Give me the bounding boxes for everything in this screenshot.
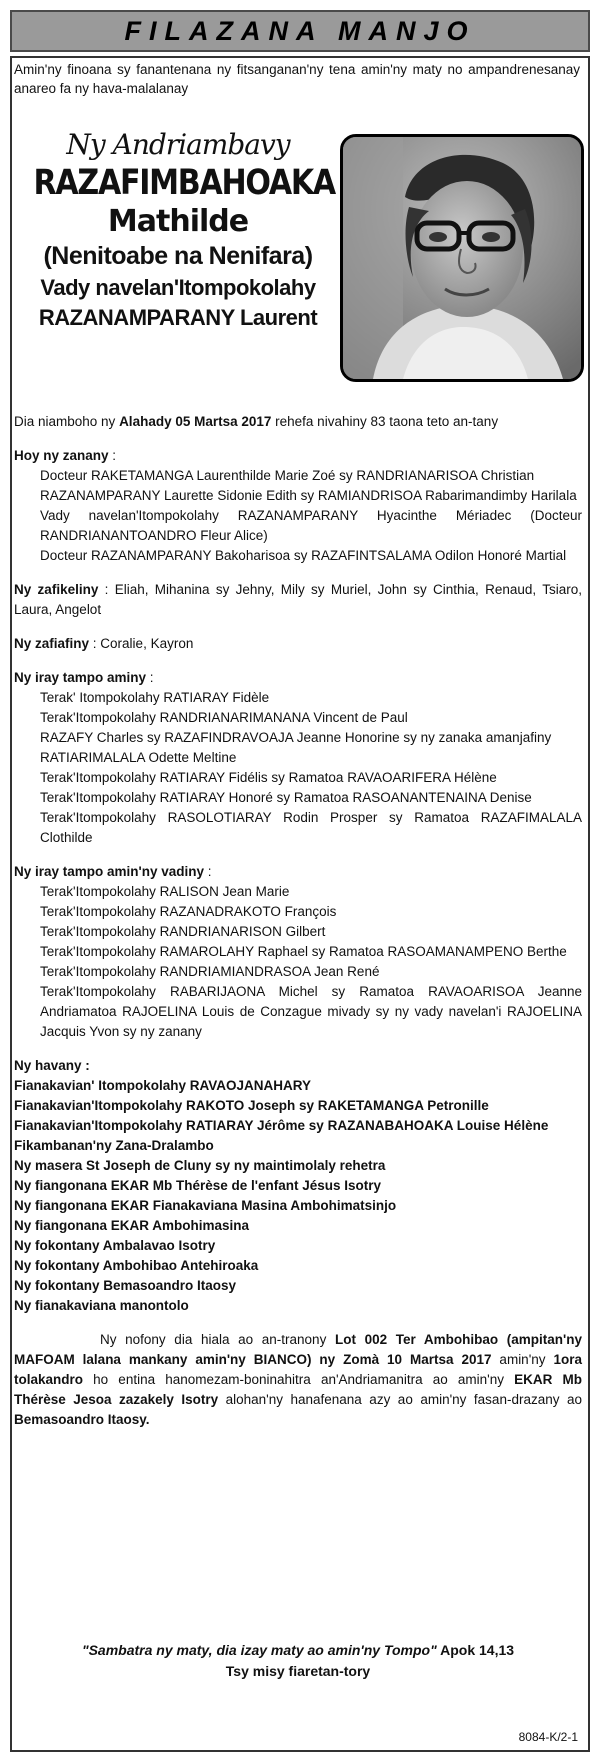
- spouse-sibling-item: Terak'Itompokolahy RAMAROLAHY Raphael sy Ramatoa RASOAMANAMPENO Berthe: [40, 944, 567, 959]
- children-heading: Hoy ny zanany: [14, 448, 109, 463]
- deceased-nickname: (Nenitoabe na Nenifara): [43, 242, 313, 270]
- children-heading-line: Hoy ny zanany :: [14, 448, 117, 463]
- relative-item: Ny fiangonana EKAR Mb Thérèse de l'enfant Jésus Isotry: [14, 1178, 382, 1193]
- grandchildren-heading: Ny zafikeliny: [14, 582, 99, 597]
- grandchildren-names: Eliah, Mihanina sy Jehny, Mily sy Muriel, John sy Cinthia, Renaud, Tsiaro, Laura, Angelot: [14, 582, 582, 617]
- death-prefix: Dia niamboho ny: [14, 414, 120, 429]
- relative-item: Ny fokontany Ambohibao Antehiroaka: [14, 1258, 259, 1273]
- deceased-name-block: [10, 128, 346, 333]
- funeral-time: 1ora tolakandro: [14, 1352, 582, 1387]
- relative-item: Fianakavian'Itompokolahy RATIARAY Jérôme sy RAZANABAHOAKA Louise Hélène: [14, 1118, 549, 1133]
- sibling-item: Terak'Itompokolahy RANDRIANARIMANANA Vincent de Paul: [40, 710, 408, 725]
- funeral-text: alohan'ny hanafenana azy ao amin'ny fasan-drazany ao: [218, 1392, 582, 1407]
- great-grandchildren-heading: Ny zafiafiny: [14, 636, 90, 651]
- siblings-heading: Ny iray tampo aminy: [14, 670, 147, 685]
- closing-quote: "Sambatra ny maty, dia izay maty ao amin'ny Tompo": [81, 1642, 437, 1658]
- funeral-paragraph: [14, 1330, 582, 1430]
- intro-text: Amin'ny finoana sy fanantenana ny fitsanganan'ny tena amin'ny maty no ampandrenesanay anareo fa ny hava-malalanay: [14, 62, 580, 96]
- spouse-sibling-item: Terak'Itompokolahy RALISON Jean Marie: [40, 884, 290, 899]
- sibling-item: Terak' Itompokolahy RATIARAY Fidèle: [40, 690, 270, 705]
- child-item: Docteur RAKETAMANGA Laurenthilde Marie Zoé sy RANDRIANARISOA Christian: [40, 468, 535, 483]
- grandchildren-line: Ny zafikeliny : Eliah, Mihanina sy Jehny, Mily sy Muriel, John sy Cinthia, Renaud, Tsiaro, Laura, Angelot: [14, 582, 582, 617]
- reference-code: 8084-K/2-1: [518, 1730, 578, 1744]
- relative-item: Ny fianakaviana manontolo: [14, 1298, 189, 1313]
- funeral-text: amin'ny: [491, 1352, 554, 1367]
- notice-body: [14, 412, 582, 1430]
- spouse-sibling-item: Terak'Itompokolahy RAZANADRAKOTO François: [40, 904, 337, 919]
- spouse-sibling-item: Terak'Itompokolahy RANDRIAMIANDRASOA Jean René: [40, 964, 380, 979]
- deceased-surname: RAZAFIMBAHOAKA: [33, 163, 335, 203]
- funeral-church: EKAR Mb Thérèse Jesoa zazakely Isotry: [14, 1372, 582, 1407]
- spouse-sibling-item: Terak'Itompokolahy RABARIJAONA Michel sy Ramatoa RAVAOARISOA Jeanne Andriamatoa RAJOELINA Louis de Conzague mivady sy ny vady navelan'i RAJOELINA Jacquis Yvon sy ny zanany: [40, 984, 582, 1039]
- child-item: RAZANAMPARANY Laurette Sidonie Edith sy RAMIANDRISOA Rabarimandimby Harilala: [40, 488, 577, 503]
- death-date: Alahady 05 Martsa 2017: [119, 414, 272, 429]
- header-banner: [10, 10, 590, 52]
- great-grandchildren-line: Ny zafiafiny : Coralie, Kayron: [14, 636, 194, 651]
- spouse-line-2: RAZANAMPARANY Laurent: [38, 305, 318, 330]
- child-item: Vady navelan'Itompokolahy RAZANAMPARANY Hyacinthe Mériadec (Docteur RANDRIANANTOANDRO Fleur Alice): [40, 508, 582, 543]
- relative-item: Fianakavian'Itompokolahy RAKOTO Joseph sy RAKETAMANGA Petronille: [14, 1098, 489, 1113]
- banner-title: FILAZANA MANJO: [124, 15, 476, 46]
- funeral-burial-place: Bemasoandro Itaosy.: [14, 1412, 150, 1427]
- spouse-sibling-item: Terak'Itompokolahy RANDRIANARISON Gilbert: [40, 924, 326, 939]
- honorific: Ny Andriambavy: [66, 128, 290, 161]
- closing-note: Tsy misy fiaretan-tory: [225, 1663, 371, 1679]
- relative-item: Ny fiangonana EKAR Fianakaviana Masina Ambohimatsinjo: [14, 1198, 397, 1213]
- child-item: Docteur RAZANAMPARANY Bakoharisoa sy RAZAFINTSALAMA Odilon Honoré Martial: [40, 548, 567, 563]
- siblings-heading-line: Ny iray tampo aminy :: [14, 670, 154, 685]
- death-suffix: rehefa nivahiny 83 taona teto an-tany: [271, 414, 499, 429]
- sibling-item: RATIARIMALALA Odette Meltine: [40, 750, 237, 765]
- great-grandchildren-names: Coralie, Kayron: [100, 636, 194, 651]
- relative-item: Ny fokontany Bemasoandro Itaosy: [14, 1278, 237, 1293]
- spouse-siblings-heading: Ny iray tampo amin'ny vadiny: [14, 864, 205, 879]
- relative-item: Ny fokontany Ambalavao Isotry: [14, 1238, 216, 1253]
- death-statement: [14, 412, 582, 432]
- spouse-line-1: Vady navelan'Itompokolahy: [40, 275, 316, 300]
- sibling-item: Terak'Itompokolahy RASOLOTIARAY Rodin Prosper sy Ramatoa RAZAFIMALALA Clothilde: [40, 810, 582, 845]
- relative-item: Ny fiangonana EKAR Ambohimasina: [14, 1218, 250, 1233]
- closing-reference: Apok 14,13: [436, 1642, 515, 1658]
- relative-item: Fianakavian' Itompokolahy RAVAOJANAHARY: [14, 1078, 312, 1093]
- spouse-siblings-heading-line: Ny iray tampo amin'ny vadiny :: [14, 864, 212, 879]
- deceased-given-name: Mathilde: [107, 204, 249, 239]
- closing-quote-line: [14, 1640, 582, 1661]
- funeral-address-date: Lot 002 Ter Ambohibao (ampitan'ny MAFOAM lalana mankany amin'ny BIANCO) ny Zomà 10 Martsa 2017: [14, 1332, 583, 1367]
- relative-item: Fikambanan'ny Zana-Dralambo: [14, 1138, 214, 1153]
- deceased-portrait: [340, 134, 584, 382]
- sibling-item: Terak'Itompokolahy RATIARAY Honoré sy Ramatoa RASOANANTENAINA Denise: [40, 790, 532, 805]
- closing-block: [14, 1640, 582, 1682]
- relatives-heading: Ny havany :: [14, 1058, 90, 1073]
- funeral-text: ho entina hanomezam-boninahitra an'Andriamanitra ao amin'ny: [83, 1372, 515, 1387]
- sibling-item: RAZAFY Charles sy RAZAFINDRAVOAJA Jeanne Honorine sy ny zanaka amanjafiny: [40, 730, 552, 745]
- relative-item: Ny masera St Joseph de Cluny sy ny maintimolaly rehetra: [14, 1158, 386, 1173]
- funeral-text: Ny nofony dia hiala ao an-tranony: [100, 1332, 335, 1347]
- sibling-item: Terak'Itompokolahy RATIARAY Fidélis sy Ramatoa RAVAOARIFERA Hélène: [40, 770, 497, 785]
- portrait-image: [343, 137, 581, 379]
